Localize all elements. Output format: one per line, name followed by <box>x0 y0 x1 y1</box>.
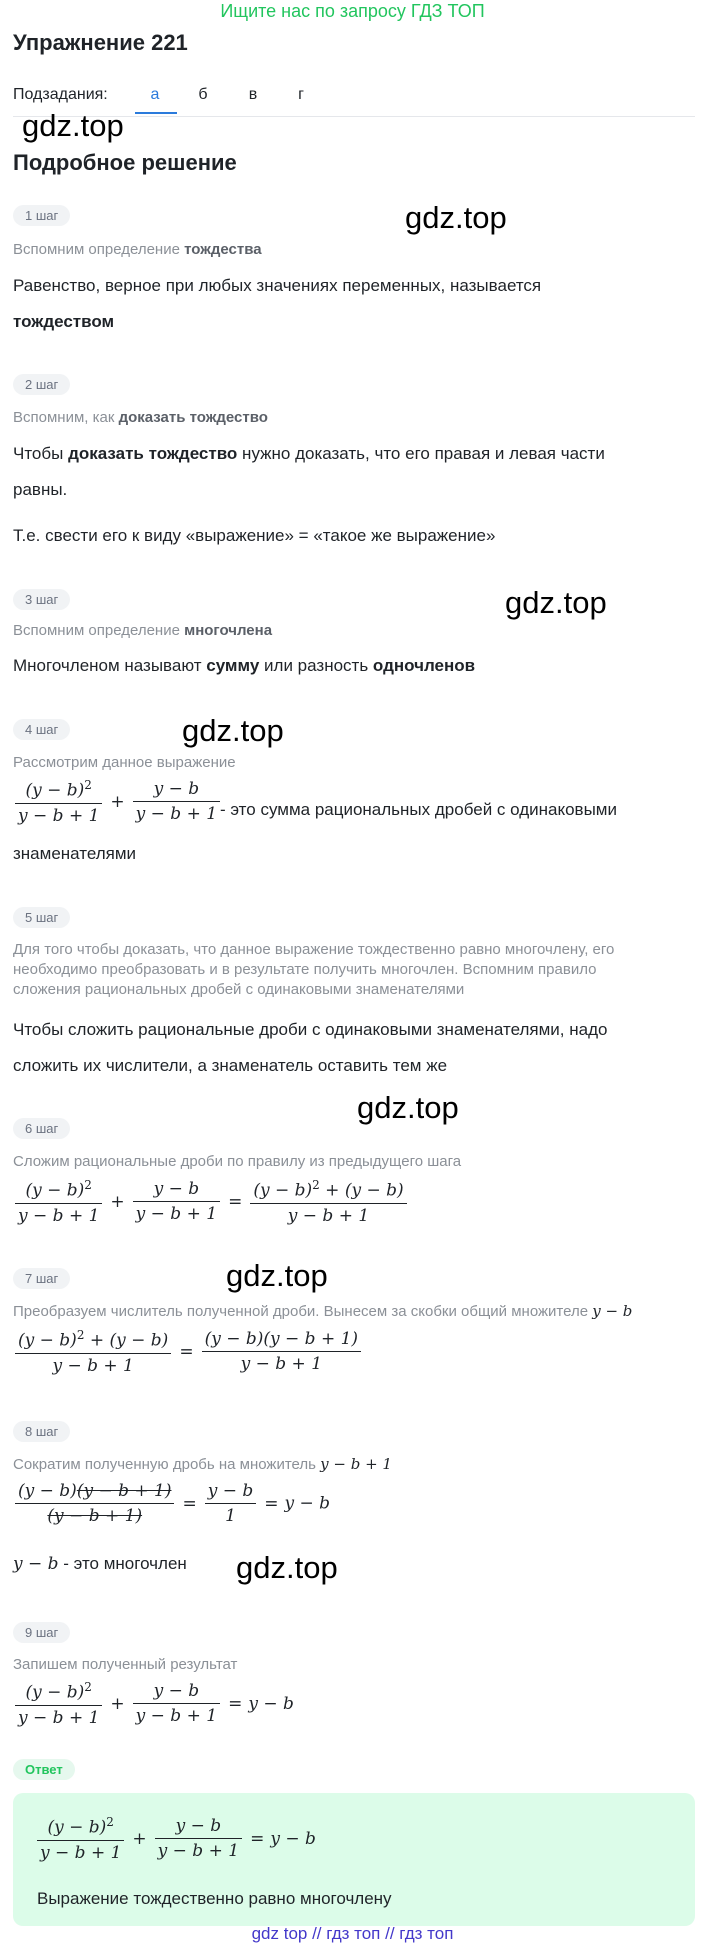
answer-badge: Ответ <box>13 1759 75 1780</box>
step-5-badge: 5 шаг <box>13 907 70 928</box>
step-2-text: Чтобы доказать тождество нужно доказать, что его правая и левая части равны. <box>13 444 605 499</box>
step-7-expression: $\frac{(y - b)^2 + (y - b)}{y - b + 1}$ = $\frac{(y - b)(y - b + 1)}{y - b + 1}$ <box>13 1328 363 1376</box>
watermark: gdz.top <box>236 1550 338 1585</box>
step-9-badge: 9 шаг <box>13 1622 70 1643</box>
watermark: gdz.top <box>182 713 284 748</box>
step-7-desc: Преобразуем числитель полученной дроби. Вынесем за скобки общий множителе y − b <box>13 1302 633 1320</box>
step-4-desc: Рассмотрим данное выражение <box>13 754 236 771</box>
page-title: Упражнение 221 <box>13 30 188 55</box>
watermark: gdz.top <box>505 585 607 620</box>
tab-g[interactable]: г <box>298 86 304 103</box>
step-9-expression: $\frac{(y - b)^2}{y - b + 1}$ + $\frac{y - b}{y - b + 1}$ = y − b <box>13 1680 294 1728</box>
solution-heading: Подробное решение <box>13 150 237 175</box>
step-6-desc: Сложим рациональные дроби по правилу из предыдущего шага <box>13 1153 462 1170</box>
step-8-expression: $\frac{(y - b)(y - b + 1)}{(y - b + 1)}$ = $\frac{y - b}{1}$ = y − b <box>13 1481 330 1526</box>
step-2-text-2: Т.е. свести его к виду «выражение» = «такое же выражение» <box>13 526 496 545</box>
step-1-badge: 1 шаг <box>13 205 70 226</box>
step-6-badge: 6 шаг <box>13 1118 70 1139</box>
step-3-text: Многочленом называют сумму или разность одночленов <box>13 656 476 675</box>
step-8-desc: Сократим полученную дробь на множитель y − b + 1 <box>13 1455 392 1473</box>
step-1-desc: Вспомним определение тождества <box>13 241 262 258</box>
tab-a[interactable]: а <box>150 86 160 103</box>
step-3-desc: Вспомним определение многочлена <box>13 622 273 639</box>
tab-b[interactable]: б <box>198 86 208 103</box>
step-7-badge: 7 шаг <box>13 1268 70 1289</box>
step-8-result: y − b - это многочлен <box>13 1554 187 1574</box>
step-2-badge: 2 шаг <box>13 374 70 395</box>
promo-banner: Ищите нас по запросу ГДЗ ТОП <box>220 1 485 21</box>
watermark: gdz.top <box>226 1258 328 1293</box>
step-6-expression: $\frac{(y - b)^2}{y - b + 1}$ + $\frac{y - b}{y - b + 1}$ = $\frac{(y - b)^2 + (y - b)}{y - b + 1}$ <box>13 1178 409 1226</box>
subtasks-label: Подзадания: <box>13 86 108 103</box>
step-2-desc: Вспомним, как доказать тождество <box>13 409 268 426</box>
footer-links[interactable]: gdz top // гдз топ // гдз топ <box>251 1924 454 1943</box>
watermark: gdz.top <box>405 200 507 235</box>
step-4-text-2: знаменателями <box>13 844 137 863</box>
step-3-badge: 3 шаг <box>13 589 70 610</box>
step-5-desc: Для того чтобы доказать, что данное выражение тождественно равно многочлену, его необходимо преобразовать и в результате получить многочлен. Вспомним правило сложения рациональных дробей с одинаковыми знаменателями <box>13 941 615 998</box>
answer-expression: $\frac{(y - b)^2}{y - b + 1}$ + $\frac{y - b}{y - b + 1}$ = y − b <box>35 1815 316 1863</box>
step-4-text: - это сумма рациональных дробей с одинаковыми <box>220 800 617 819</box>
step-1-text: Равенство, верное при любых значениях переменных, называется тождеством <box>13 276 542 331</box>
watermark: gdz.top <box>357 1090 459 1125</box>
watermark: gdz.top <box>22 108 124 143</box>
answer-box <box>13 1793 695 1926</box>
answer-text: Выражение тождественно равно многочлену <box>37 1889 392 1908</box>
step-4-expression: $\frac{(y - b)^2}{y - b + 1}$ + $\frac{y - b}{y - b + 1}$ <box>13 778 222 826</box>
active-tab-indicator <box>135 112 177 114</box>
step-5-text: Чтобы сложить рациональные дроби с одинаковыми знаменателями, надо сложить их числители, а знаменатель оставить тем же <box>13 1020 608 1075</box>
step-8-badge: 8 шаг <box>13 1421 70 1442</box>
tab-v[interactable]: в <box>248 86 258 103</box>
step-9-desc: Запишем полученный результат <box>13 1656 238 1673</box>
step-4-badge: 4 шаг <box>13 719 70 740</box>
